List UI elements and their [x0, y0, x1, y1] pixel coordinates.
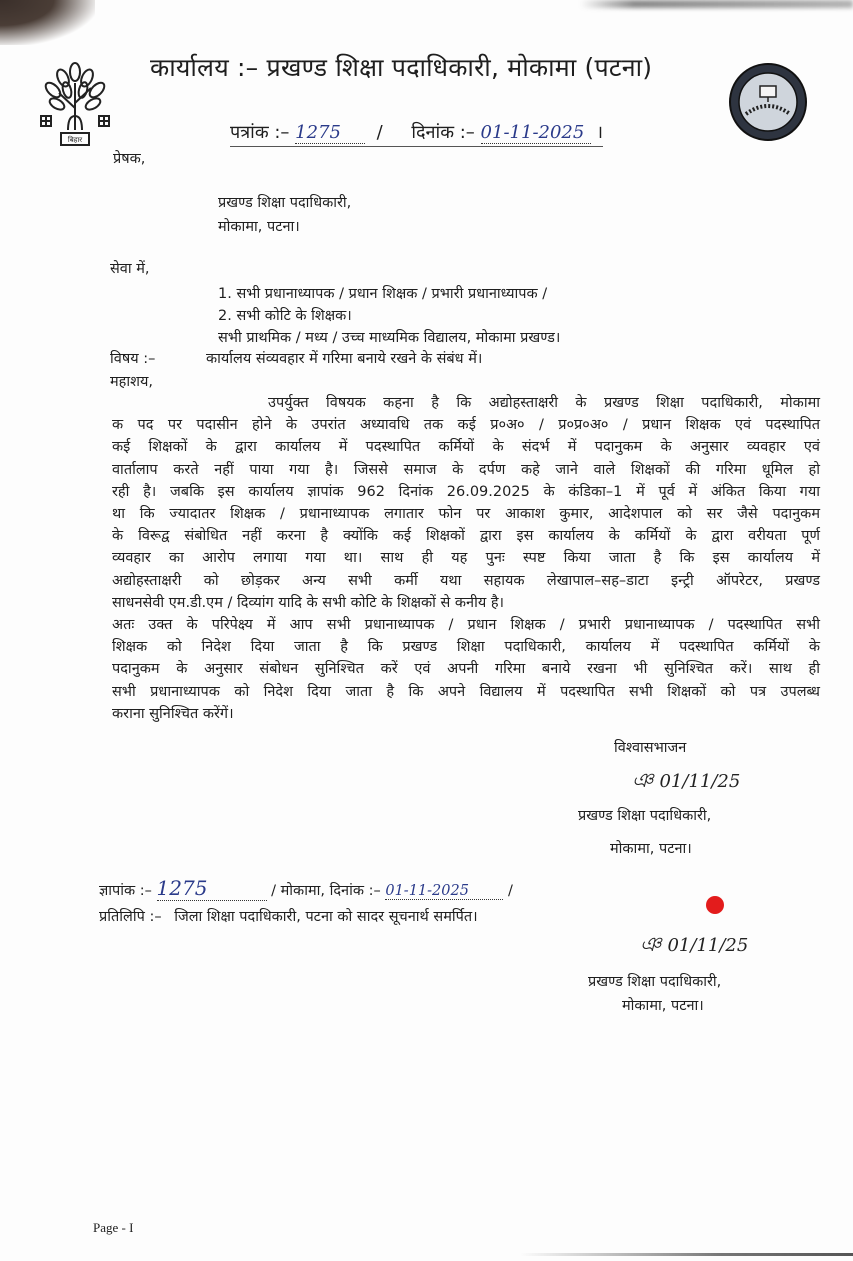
body-line: सभी प्रधानाध्यापक को निदेश दिया जाता है कि अपने विद्यालय में पदस्थापित सभी शिक्षकों को पत्र उपलब्ध [112, 683, 820, 700]
page-number: Page - I [93, 1220, 134, 1235]
body-line: रही है। जबकि इस कार्यालय ज्ञापांक 962 दिनांक 26.09.2025 के कंडिका–1 में पूर्व में अंकित किया गया [112, 483, 820, 500]
body-line: के विरूद्व संबोधित नहीं करना है क्योंकि कई शिक्षकों द्वारा इस कार्यालय के कर्मियों के द्वारा वरीयता पूर्ण [112, 528, 820, 545]
memo-line [99, 876, 513, 901]
copy-text: जिला शिक्षा पदाधिकारी, पटना को सादर सूचनार्थ समर्पित। [174, 909, 478, 925]
memo-number: 1275 [157, 876, 267, 901]
terminator: । [596, 122, 604, 143]
salutation: महाशय, [110, 374, 154, 390]
red-dot-mark [706, 896, 724, 914]
svg-text:बिहार: बिहार [67, 136, 83, 144]
closing2-place: मोकामा, पटना। [622, 998, 704, 1014]
body-line: अतः उक्त के परिपेक्ष्य में आप सभी प्रधानाध्यापक / प्रधान शिक्षक / प्रभारी प्रधानाध्यापक / पदस्थापित सभी [112, 617, 820, 634]
copy-label: प्रतिलिपि :– [99, 909, 162, 925]
sender-label: प्रेषक, [113, 151, 146, 167]
body-line: व्यवहार का आरोप लगाया गया था। साथ ही यह पुनः स्पष्ट किया जाता है कि इस कार्यालय में [112, 550, 820, 567]
subject-text: कार्यालय संव्यवहार में गरिमा बनाये रखने के संबंध में। [206, 351, 483, 367]
memo-label: ज्ञापांक :– [99, 883, 152, 899]
recipient-line-1: 1. सभी प्रधानाध्यापक / प्रधान शिक्षक / प्रभारी प्रधानाध्यापक / [218, 286, 548, 302]
body-line: क पद पर पदासीन होने के उपरांत अध्यावधि तक कई प्र०अ० / प्र०प्र०अ० / प्रधान शिक्षक एवं पदस्थापित [112, 417, 820, 434]
office-title: कार्यालय :– प्रखण्ड शिक्षा पदाधिकारी, मोकामा (पटना) [150, 53, 653, 82]
memo-place-date-label: / मोकामा, दिनांक :– [271, 883, 381, 899]
signature-date: 01/11/25 [667, 935, 749, 956]
subject-label: विषय :– [110, 351, 156, 367]
slash: / [507, 883, 513, 899]
date-value: 01-11-2025 [481, 122, 591, 144]
sender-designation: प्रखण्ड शिक्षा पदाधिकारी, [218, 195, 352, 211]
recipient-line-2: 2. सभी कोटि के शिक्षक। [218, 308, 352, 324]
body-line: उपर्युक्त विषयक कहना है कि अद्योहस्ताक्षरी के प्रखण्ड शिक्षा पदाधिकारी, मोकामा [268, 395, 820, 411]
signature-initials: ঞ [640, 932, 662, 956]
body-line: था कि ज्यादातर शिक्षक / प्रधानाध्यापक लगातार फोन पर आकाश कुमार, आदेशपाल को सर जैसे पदानुकम [112, 506, 820, 523]
body-line: पदानुकम के अनुसार संबोधन सुनिश्चित करें एवं अपनी गरिमा बनाये रखना भी सुनिश्चित करें। साथ ही [112, 661, 820, 678]
letter-number-value: 1275 [295, 122, 365, 144]
date-label: दिनांक :– [411, 122, 475, 143]
bihar-government-emblem-icon [35, 58, 115, 148]
body-line: कई शिक्षकों के द्वारा कार्यालय में पदस्थापित कर्मियों के संदर्भ में पदानुकम के अनुसार व्यवहार एवं [112, 439, 820, 456]
photo-edge-shadow [0, 0, 95, 45]
body-line: शिक्षक को निदेश दिया जाता है कि प्रखण्ड शिक्षा पदाधिकारी, कार्यालय में पदस्थापित कर्मियों के [112, 639, 820, 656]
previous-page-bleed [580, 0, 853, 8]
sender-place: मोकामा, पटना। [218, 219, 300, 235]
letter-number-label: पत्रांक :– [230, 122, 290, 143]
signature-date: 01/11/25 [659, 771, 741, 792]
body-line: साधनसेवी एम.डी.एम / दिव्यांग यादि के सभी कोटि के शिक्षकों से कनीय है। [112, 594, 505, 611]
recipient-line-3: सभी प्राथमिक / मध्य / उच्च माध्यमिक विद्यालय, मोकामा प्रखण्ड। [218, 330, 561, 346]
memo-date: 01-11-2025 [385, 883, 503, 900]
signature-1 [632, 766, 740, 799]
copy-line [99, 906, 478, 926]
recipient-label: सेवा में, [110, 261, 150, 277]
body-line: अद्योहस्ताक्षरी को छोड़कर अन्य सभी कर्मी यथा सहायक लेखापाल–सह–डाटा इन्ट्री ऑपरेटर, प्रखण्ड [112, 572, 820, 589]
closing-designation: प्रखण्ड शिक्षा पदाधिकारी, [578, 808, 712, 824]
letter-body [112, 392, 820, 725]
closing2-designation: प्रखण्ड शिक्षा पदाधिकारी, [588, 974, 722, 990]
body-line: वार्तालाप करते नहीं पाया गया है। जिससे समाज के दर्पण कहे जाने वाले शिक्षकों की गरिमा धूमिल हो [112, 461, 820, 478]
letter-reference-line [230, 120, 603, 147]
closing-place: मोकामा, पटना। [610, 841, 692, 857]
closing-label: विश्वासभाजन [614, 740, 687, 756]
signature-2 [640, 930, 748, 963]
separator: / [370, 122, 406, 143]
signature-initials: ঞ [632, 768, 654, 792]
education-department-seal-icon [728, 62, 808, 142]
page-edge-shadow [520, 1253, 853, 1256]
body-line: कराना सुनिश्चित करेंगें। [112, 705, 234, 722]
